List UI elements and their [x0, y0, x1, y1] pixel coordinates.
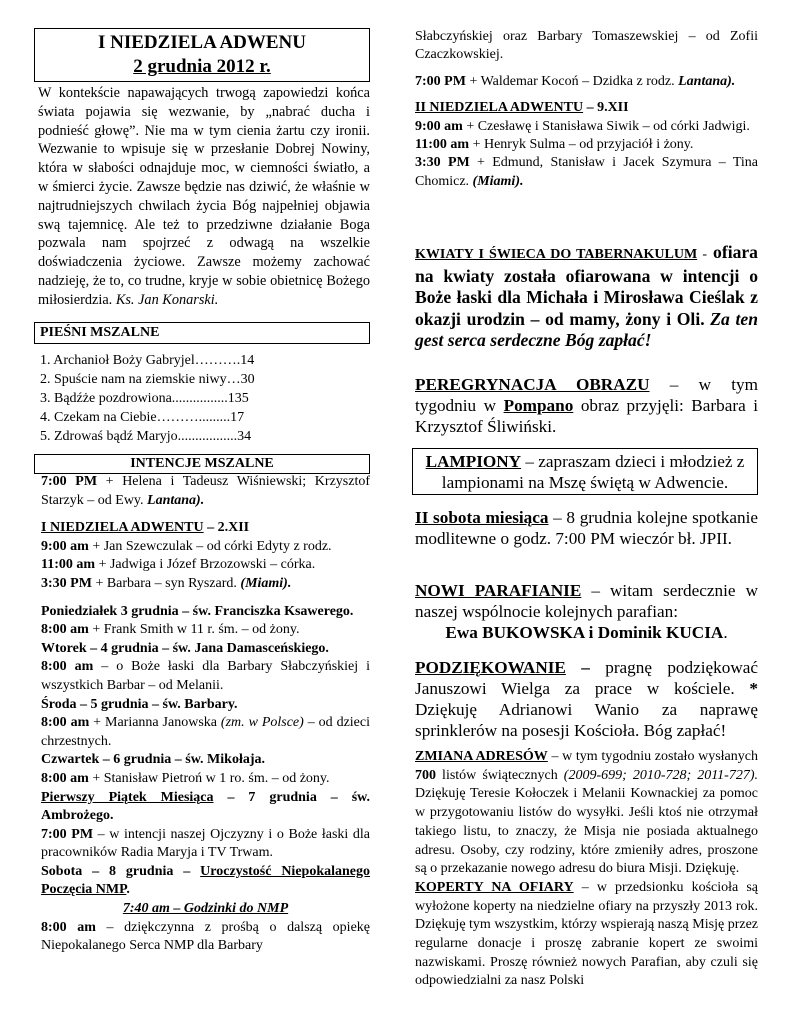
- new-parishioners-names: Ewa BUKOWSKA i Dominik KUCIA: [445, 623, 724, 642]
- intention-item: 8:00 am – dziękczynna z prośbą o dalszą opiekę Niepokalanego Serca NMP dla Barbary: [41, 919, 370, 954]
- flowers-text: ofiara na kwiaty została ofiarowana w intencji o Boże łaski dla Michała i Mirosława Cieślak z okazji urodzin – od mamy, żony i Oli.: [415, 242, 758, 329]
- song-item: 2. Spuście nam na ziemskie niwy…30: [40, 372, 255, 387]
- intro-section: [38, 84, 370, 310]
- peregrynacja-section: PEREGRYNACJA OBRAZU – w tym tygodniu w Pompano obraz przyjęli: Barbara i Krzysztof Śliwiński.: [415, 375, 758, 436]
- flowers-section: KWIATY I ŚWIECA DO TABERNAKULUM - ofiara na kwiaty została ofiarowana w intencji o Boże łaski dla Michała i Mirosława Cieślak z okazji urodzin – od mamy, żony i Oli. Za ten gest serca serdeczne Bóg zapłać!: [415, 242, 758, 351]
- godzinki-line: 7:40 am – Godzinki do NMP: [122, 901, 289, 917]
- intentions-header: INTENCJE MSZALNE: [34, 454, 370, 474]
- songs-header: PIEŚNI MSZALNE: [34, 322, 370, 344]
- songs-list: [40, 351, 370, 446]
- envelopes-header: KOPERTY NA OFIARY: [415, 879, 574, 895]
- lampiony-header: LAMPIONY: [425, 452, 522, 471]
- thanks-section: PODZIĘKOWANIE – pragnę podziękować Januszowi Wielga za prace w kościele. * Dziękuję Adrianowi Wanio za naprawę sprinklerów na posesji Kościoła. Bóg zapłać!: [415, 658, 759, 740]
- peregrynacja-header: PEREGRYNACJA OBRAZU: [415, 375, 650, 394]
- sunday2-title: II NIEDZIELA ADWENTU – 9.XII: [415, 100, 629, 116]
- intention-item: 7:00 PM + Waldemar Kocoń – Dzidka z rodz. Lantana).: [415, 73, 736, 89]
- intention-item: 11:00 am + Henryk Sulma – od przyjaciół i żony.: [415, 137, 694, 153]
- intention-item: 9:00 am + Czesławę i Stanisława Siwik – od córki Jadwigi.: [415, 118, 750, 134]
- song-item: 1. Archanioł Boży Gabryjel……….14: [40, 353, 255, 368]
- intention-continued-text: Słabczyńskiej oraz Barbary Tomaszewskiej – od Zofii Czaczkowskiej.: [415, 29, 758, 63]
- intention-item: 9:00 am + Jan Szewczulak – od córki Edyty z rodz.: [41, 538, 332, 554]
- page-date: 2 grudnia 2012 r.: [133, 56, 271, 77]
- song-item: 5. Zdrowaś bądź Maryjo.................34: [40, 429, 252, 444]
- intention-item: 8:00 am + Marianna Janowska (zm. w Polsce) – od dzieci chrzestnych.: [41, 715, 370, 749]
- flowers-header: KWIATY I ŚWIECA DO TABERNAKULUM: [415, 247, 698, 262]
- thanks-header: PODZIĘKOWANIE: [415, 658, 566, 677]
- intention-item: 3:30 PM + Barbara – syn Ryszard. (Miami).: [41, 575, 292, 591]
- monday-title: Poniedziałek 3 grudnia – św. Franciszka Ksawerego.: [41, 603, 354, 619]
- lampiony-box: LAMPIONY – zapraszam dzieci i młodzież z lampionami na Mszę świętą w Adwencie.: [412, 448, 758, 495]
- saturday2-title: Sobota – 8 grudnia – Uroczystość Niepokalanego Poczęcia NMP.: [41, 863, 370, 898]
- sobota-header: II sobota miesiąca: [415, 508, 549, 527]
- intentions-continued: [415, 28, 758, 191]
- intro-author: Ks. Jan Konarski.: [115, 291, 219, 308]
- sobota-section: II sobota miesiąca – 8 grudnia kolejne spotkanie modlitewne o godz. 7:00 PM wieczór bł. JPII.: [415, 508, 758, 548]
- title-box: [34, 28, 370, 82]
- intro-text: W kontekście napawających trwogą zapowiedzi końca świata pojawia się wezwanie, by „nabrać ducha i podnieść głowę”. Nie ma w tym cienia żartu czy ironii. Wezwanie to wpisuje się w przesłanie Dobrej Nowiny, która w słabości odnajduje moc, w ciemności światło, a w śmierci życie. Zawsze będzie nas dziwić, że właśnie w najtrudniejszych chwilach życia Bóg najpełniej objawia swą tajemnicę. Ale też to przedziwne działanie Boga pozwala nam spojrzeć z odwagą na wszelkie doświadczenia życiowe. Zawsze możemy zachować nadzieję, że to, co trudne, kryje w sobie obietnicę Bożego miłosierdzia.: [38, 85, 370, 308]
- envelopes-text: KOPERTY NA OFIARY – w przedsionku kościoła są wyłożone koperty na niedzielne ofiary na przyszły 2013 rok. Dziękuję tym wszystkim, którzy wspierają naszą Misję przez regularne donacje i proszę zabranie kopert ze swoimi nazwiskami. Proszę również nowych Parafian, aby czuli się odpowiedzialni za nasz Polski: [415, 879, 758, 989]
- friday-title: Pierwszy Piątek Miesiąca – 7 grudnia – św. Ambrożego.: [41, 789, 370, 824]
- intention-item: 8:00 am + Stanisław Pietroń w 1 ro. śm. – od żony.: [41, 770, 330, 786]
- new-parishioners-header: NOWI PARAFIANIE: [415, 581, 582, 600]
- intention-item: 8:00 am – o Boże łaski dla Barbary Słabczyńskiej i wszystkich Barbar – od Melanii.: [41, 659, 370, 693]
- wednesday-title: Środa – 5 grudnia – św. Barbary.: [41, 696, 238, 712]
- song-item: 4. Czekam na Ciebie……….........17: [40, 410, 245, 425]
- intention-item: 7:00 PM – w intencji naszej Ojczyzny i o Boże łaski dla pracowników Radia Maryja i TV Trwam.: [41, 826, 371, 861]
- intention-item: 11:00 am + Jadwiga i Józef Brzozowski – córka.: [41, 557, 316, 573]
- page-title: I NIEDZIELA ADWENU: [98, 32, 306, 53]
- intentions-list: [41, 473, 370, 956]
- tuesday-title: Wtorek – 4 grudnia – św. Jana Damasceńskiego.: [41, 640, 329, 656]
- intention-item: 3:30 PM + Edmund, Stanisław i Jacek Szymura – Tina Chomicz. (Miami).: [415, 155, 759, 189]
- intention-saturday: 7:00 PM + Helena i Tadeusz Wiśniewski; Krzysztof Starzyk – od Ewy. Lantana).: [41, 474, 371, 508]
- address-change-header: ZMIANA ADRESÓW: [415, 749, 548, 764]
- address-change-text: ZMIANA ADRESÓW – w tym tygodniu zostało wysłanych 700 listów świątecznych (2009-699; 2010-728; 2011-727). Dziękuję Teresie Kołoczek i Melanii Kownackiej za pomoc w przygotowaniu listów do wysyłki. Jeśli ktoś nie otrzymał takiego listu, to znaczy, że Misja nie posiada aktualnego adresu. Osoby, czy rodziny, które zmieniły adres, proszone są o przekazanie nowego adresu do biura Misji. Dziękuję.: [415, 749, 758, 877]
- new-parishioners-section: NOWI PARAFIANIE – witam serdecznie w naszej wspólnocie kolejnych parafian: Ewa BUKOWSKA i Dominik KUCIA.: [415, 581, 758, 642]
- thursday-title: Czwartek – 6 grudnia – św. Mikołaja.: [41, 752, 265, 768]
- flowers-thanks: Za ten gest serca serdeczne Bóg zapłać!: [415, 308, 758, 351]
- address-change-section: [415, 748, 758, 991]
- intention-item: 8:00 am + Frank Smith w 11 r. śm. – od żony.: [41, 622, 300, 638]
- song-item: 3. Bądźże pozdrowiona................135: [40, 391, 249, 406]
- sunday1-title: I NIEDZIELA ADWENTU – 2.XII: [41, 520, 250, 536]
